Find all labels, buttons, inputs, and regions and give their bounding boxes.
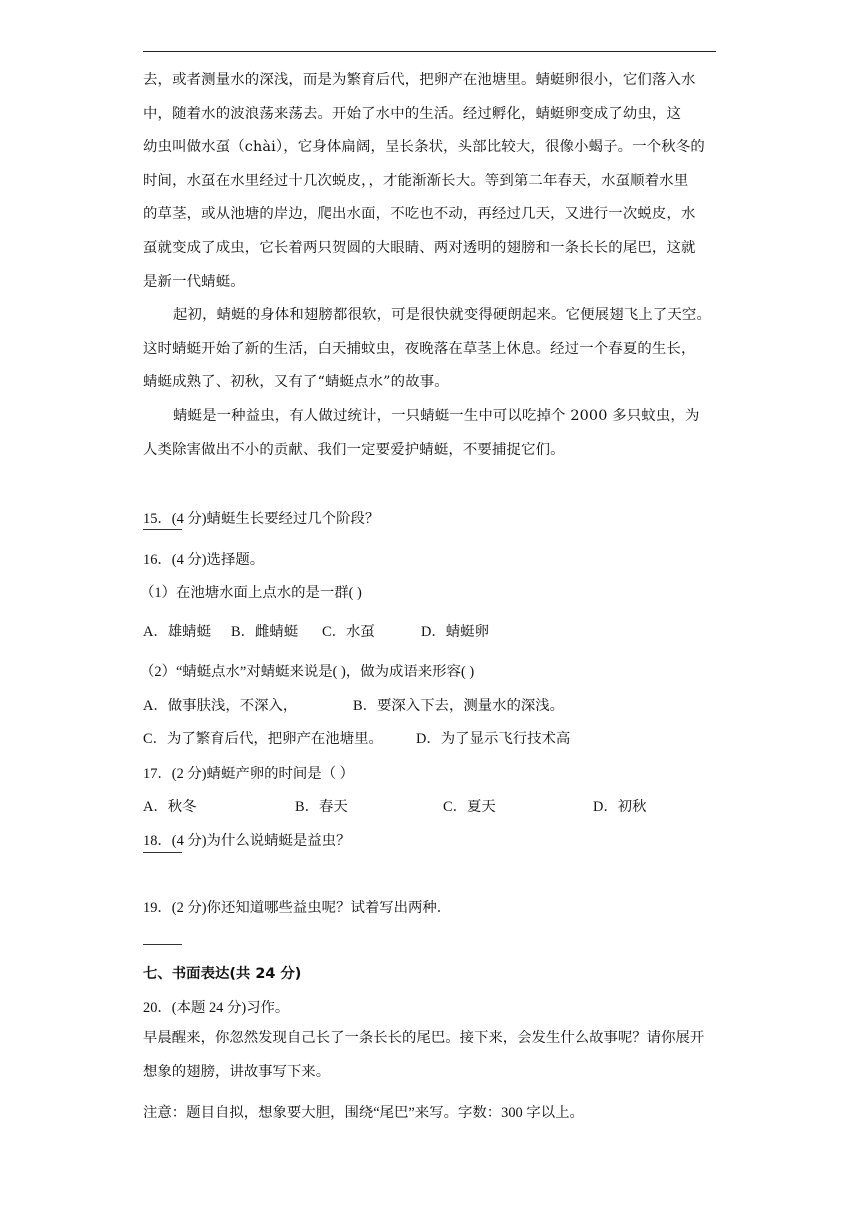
writing-note: 注意：题目自拟，想象要大胆，围绕“尾巴”来写。字数：300 字以上。 — [143, 1105, 584, 1121]
passage-line: 人类除害做出不小的贡献、我们一定要爱护蜻蜓，不要捕捉它们。 — [143, 441, 565, 458]
option-16-1-c[interactable]: C．水虿 — [322, 624, 375, 640]
passage-line: 蜻蜓是一种益虫，有人做过统计，一只蜻蜓一生中可以吃掉个 2000 多只蚊虫，为 — [173, 407, 700, 424]
question-20: 20．(本题 24 分)习作。 — [143, 1000, 290, 1016]
answer-blank-19[interactable] — [143, 944, 182, 945]
option-16-1-a[interactable]: A．雄蜻蜓 — [143, 624, 211, 640]
passage-line: 去，或者测量水的深浅，而是为繁育后代，把卵产在池塘里。蜻蜓卵很小，它们落入水 — [143, 72, 696, 88]
option-17-a[interactable]: A．秋冬 — [143, 799, 197, 815]
passage-paragraph-1 — [143, 64, 717, 299]
passage-line: 蜻蜓成熟了、初秋，又有了“蜻蜓点水”的故事。 — [143, 374, 449, 391]
option-16-2-a[interactable]: A．做事肤浅，不深入， — [143, 698, 298, 714]
option-17-d[interactable]: D．初秋 — [593, 799, 647, 815]
question-17: 17．(2 分)蜻蜓产卵的时间是（ ） — [143, 766, 355, 782]
passage-line: 中，随着水的波浪荡来荡去。开始了水中的生活。经过孵化，蜻蜓卵变成了幼虫，这 — [143, 105, 682, 122]
writing-prompt: 早晨醒来，你忽然发现自己长了一条长长的尾巴。接下来，会发生什么故事呢？请你展开想象的翅膀，讲故事写下来。 — [143, 1030, 705, 1080]
passage-line: 虿就变成了成虫，它长着两只贺圆的大眼睛、两对透明的翅膀和一条长长的尾巴，这就 — [143, 239, 696, 256]
reading-passage — [143, 64, 717, 467]
option-17-c[interactable]: C．夏天 — [443, 799, 496, 815]
section-title: 七、书面表达(共 24 分) — [143, 966, 302, 982]
passage-line: 这时蜻蜓开始了新的生活，白天捕蚊虫，夜晚落在草茎上休息。经过一个春夏的生长， — [143, 340, 696, 357]
passage-line: 幼虫叫做水虿（chài），它身体扁阔，呈长条状，头部比较大，很像小蝎子。一个秋冬的 — [143, 139, 705, 156]
question-16-2: （2）“蜻蜓点水”对蜻蜓来说是( )，做为成语来形容( ) — [140, 664, 475, 680]
option-17-b[interactable]: B．春天 — [295, 799, 348, 815]
passage-paragraph-2 — [143, 299, 717, 400]
answer-blank-15[interactable] — [143, 529, 182, 530]
question-18: 18．(4 分)为什么说蜻蜓是益虫？ — [143, 833, 351, 849]
option-16-2-c[interactable]: C．为了繁育后代，把卵产在池塘里。 — [143, 731, 383, 747]
option-16-2-b[interactable]: B．要深入下去，测量水的深浅。 — [353, 698, 565, 714]
question-16: 16．(4 分)选择题。 — [143, 552, 265, 568]
option-16-2-d[interactable]: D．为了显示飞行技术高 — [416, 731, 571, 747]
passage-line: 的草茎，或从池塘的岸边，爬出水面，不吃也不动，再经过几天，又进行一次蜕皮，水 — [143, 206, 696, 223]
header-rule — [143, 51, 716, 52]
option-16-1-d[interactable]: D．蜻蜓卵 — [421, 624, 489, 640]
question-16-1: （1）在池塘水面上点水的是一群( ) — [140, 585, 362, 601]
question-19: 19．(2 分)你还知道哪些益虫呢？试着写出两种． — [143, 900, 452, 916]
passage-line: 时间，水虿在水里经过十几次蜕皮，，才能渐渐长大。等到第二年春天，水虿顺着水里 — [143, 172, 689, 189]
passage-paragraph-3 — [143, 400, 717, 467]
passage-line: 是新一代蜻蜓。 — [143, 273, 245, 290]
passage-line: 起初，蜻蜓的身体和翅膀都很软，可是很快就变得硬朗起来。它便展翅飞上了天空。 — [173, 307, 712, 324]
option-16-1-b[interactable]: B．雌蜻蜓 — [231, 624, 299, 640]
answer-blank-18[interactable] — [143, 852, 182, 853]
question-15: 15．(4 分)蜻蜓生长要经过几个阶段？ — [143, 511, 380, 527]
